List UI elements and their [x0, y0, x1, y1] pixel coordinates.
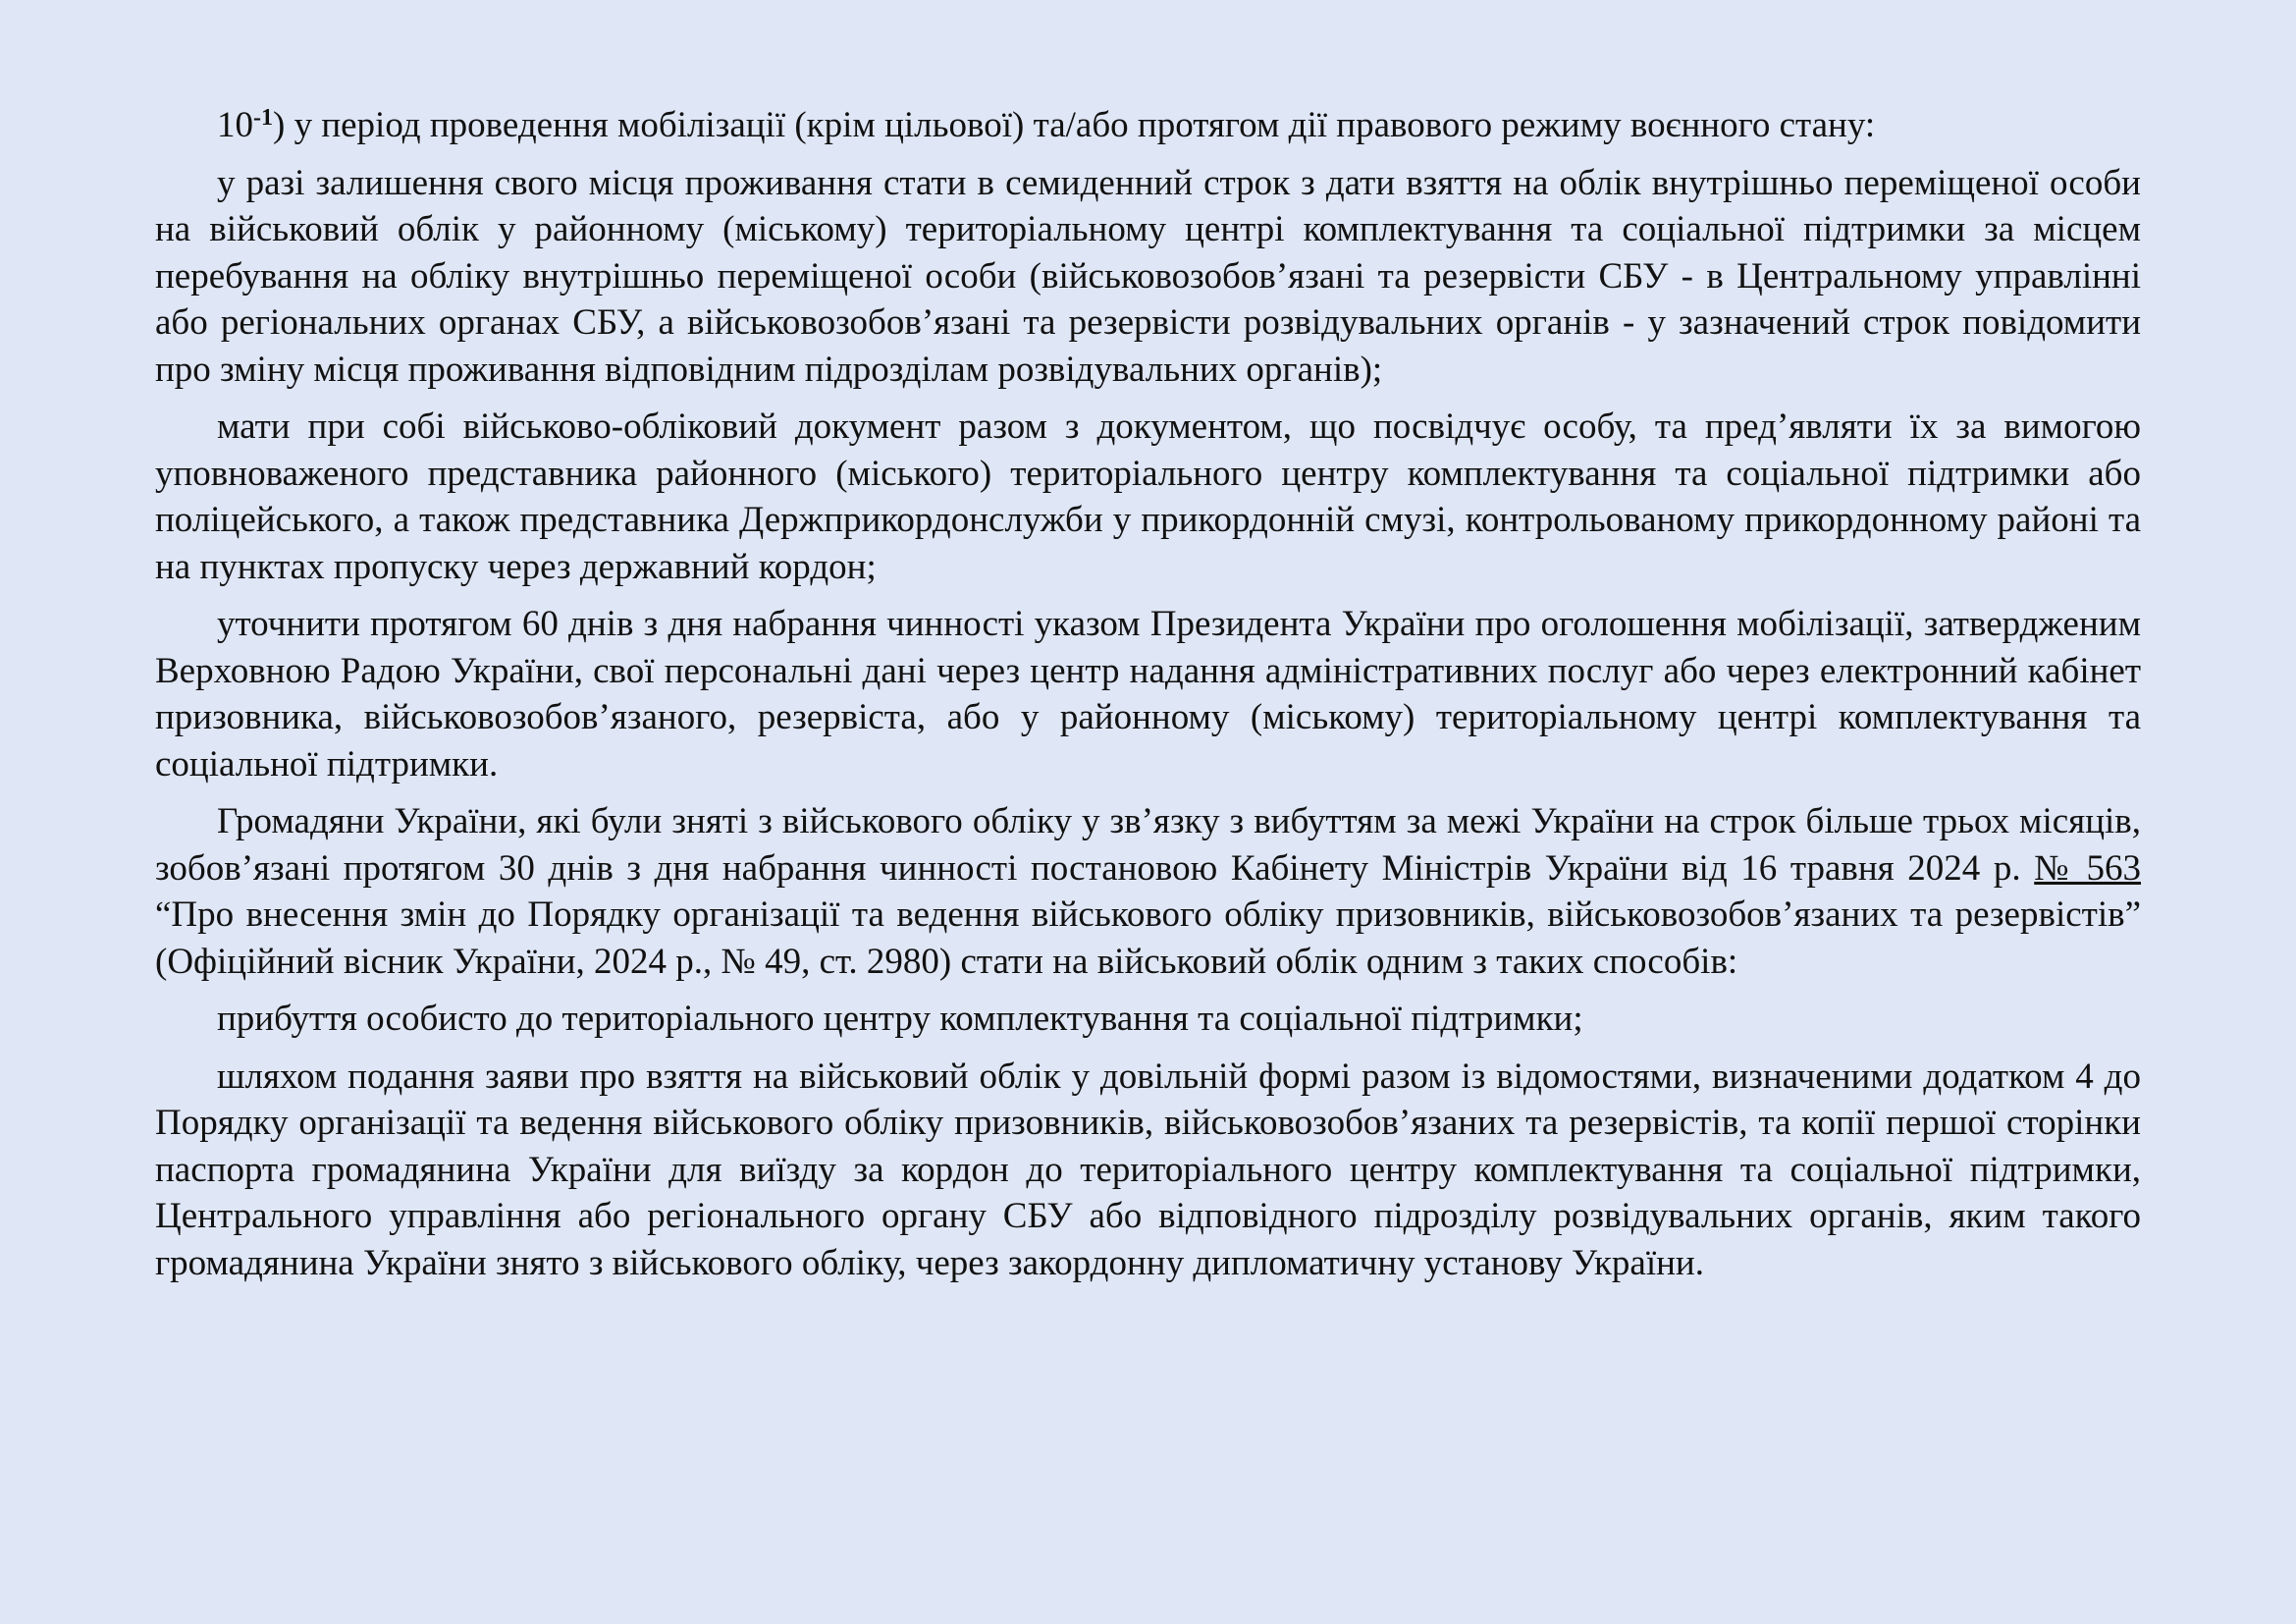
paragraph-carry-document: мати при собі військово-обліковий документ разом з документом, що посвідчує особу, та пред’являти їх за вимогою уповноваженого представника районного (міського) територіального центру комплектування та соціальної підтримки або поліцейського, а також представника Держприкордонслужби у прикордонній смузі, контрольованому прикордонному районі та на пунктах пропуску через державний кордон;	[155, 406, 2141, 587]
citizens-text-before: Громадяни України, які були зняті з військового обліку у зв’язку з вибуттям за межі України на строк більше трьох місяців, зобов’язані протягом 30 днів з дня набрання чинності постановою Кабінету Міністрів України від 16 травня 2024 р.	[155, 801, 2141, 889]
paragraph-update-data: уточнити протягом 60 днів з дня набрання чинності указом Президента України про оголошення мобілізації, затвердженим Верховною Радою України, свої персональні дані через центр надання адміністративних послуг або через електронний кабінет призовника, військовозобов’язаного, резервіста, або у районному (міському) територіальному центрі комплектування та соціальної підтримки.	[155, 604, 2141, 785]
item-number: $10^{-1}$)	[217, 105, 286, 145]
resolution-563-link[interactable]: № 563	[2034, 847, 2141, 889]
paragraph-method-in-person: прибуття особисто до територіального центру комплектування та соціальної підтримки;	[217, 999, 1583, 1039]
citizens-text-after: “Про внесення змін до Порядку організації та ведення військового обліку призовників, військовозобов’язаних та резервістів” (Офіційний вісник України, 2024 р., № 49, ст. 2980) стати на військовий облік одним з таких способів:	[155, 894, 2141, 982]
item-heading-text: у період проведення мобілізації (крім цільової) та/або протягом дії правового режиму воєнного стану:	[285, 105, 1876, 145]
paragraph-relocation: у разі залишення свого місця проживання стати в семиденний строк з дати взяття на облік внутрішньо переміщеної особи на військовий облік у районному (міському) територіальному центрі комплектування та соціальної підтримки за місцем перебування на обліку внутрішньо переміщеної особи (військовозобов’язані та резервісти СБУ - в Центральному управлінні або регіональних органах СБУ, а військовозобов’язані та резервісти розвідувальних органів - у зазначений строк повідомити про зміну місця проживання відповідним підрозділам розвідувальних органів);	[155, 162, 2141, 390]
paragraph-citizens-abroad	[155, 798, 2141, 985]
item-superscript: -1	[253, 105, 273, 131]
paragraph-method-application: шляхом подання заяви про взяття на військовий облік у довільній формі разом із відомостями, визначеними додатком 4 до Порядку організації та ведення військового обліку призовників, військовозобов’язаних та резервістів, та копії першої сторінки паспорта громадянина України для виїзду за кордон до територіального центру комплектування та соціальної підтримки, Центрального управління або регіонального органу СБУ або відповідного підрозділу розвідувальних органів, яким такого громадянина України знято з військового обліку, через закордонну дипломатичну установу України.	[155, 1056, 2141, 1283]
item-heading-paragraph	[155, 102, 2141, 149]
